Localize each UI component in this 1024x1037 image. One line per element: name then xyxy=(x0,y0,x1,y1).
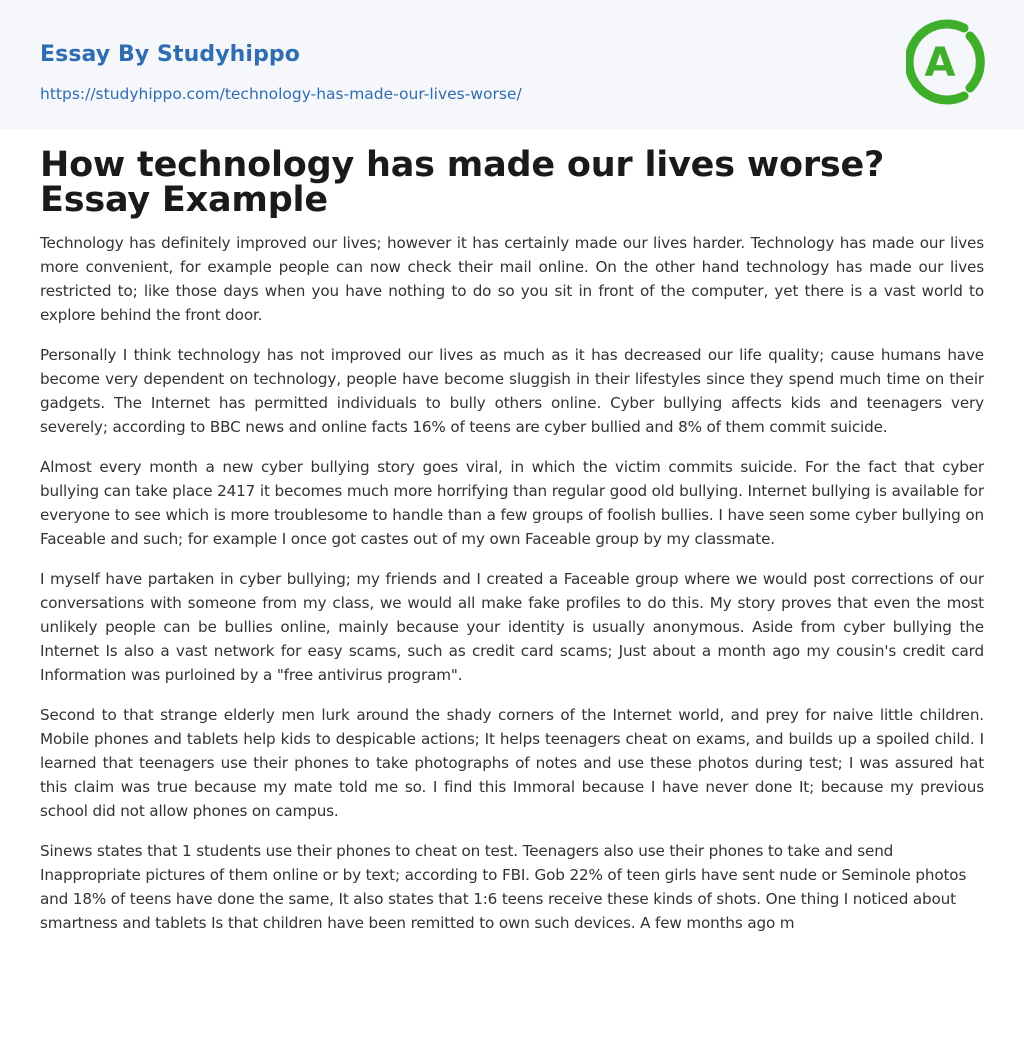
essay-paragraph-4: I myself have partaken in cyber bullying; my friends and I created a Faceable group where we would post corrections of our conversations with someone from my class, we would all make fake profiles to do this. My story proves that even the most unlikely people can be bullies online, mainly because your identity is usually anonymous. Aside from cyber bullying the Internet Is also a vast network for easy scams, such as credit card scams; Just about a month ago my cousin's credit card Information was purloined by a "free antivirus program". xyxy=(40,570,984,684)
essay-paragraph-2: Personally I think technology has not improved our lives as much as it has decreased our life quality; cause humans have become very dependent on technology, people have become sluggish in their lifestyles since they spend much time on their gadgets. The Internet has permitted individuals to bully others online. Cyber bullying affects kids and teenagers very severely; according to BBC news and online facts 16% of teens are cyber bullied and 8% of them commit suicide. xyxy=(40,346,984,436)
essay-paragraph-6: Sinews states that 1 students use their phones to cheat on test. Teenagers also use their phones to take and send Inappropriate pictures of them online or by text; according to FBI. Gob 22% of teen girls have sent nude or Seminole photos and 18% of teens have done the same, It also states that 1:6 teens receive these kinds of shots. One thing I noticed about smartness and tablets Is that children have been remitted to own such devices. A few months ago m xyxy=(40,842,967,932)
studyhippo-logo-icon[interactable] xyxy=(906,18,988,106)
essay-paragraph-5: Second to that strange elderly men lurk around the shady corners of the Internet world, and prey for naive little children. Mobile phones and tablets help kids to despicable actions; It helps teenagers cheat on exams, and builds up a spoiled child. I learned that teenagers use their phones to take photographs of notes and use these photos during test; I was assured hat this claim was true because my mate told me so. I find this Immoral because I have never done It; because my previous school did not allow phones on campus. xyxy=(40,706,984,820)
source-url-link[interactable]: https://studyhippo.com/technology-has-made-our-lives-worse/ xyxy=(40,85,522,103)
essay-content xyxy=(40,145,984,935)
essay-paragraph-3: Almost every month a new cyber bullying story goes viral, in which the victim commits suicide. For the fact that cyber bullying can take place 2417 it becomes much more horrifying than regular good old bullying. Internet bullying is available for everyone to see which is more troublesome to handle than a few groups of foolish bullies. I have seen some cyber bullying on Faceable and such; for example I once got castes out of my own Faceable group by my classmate. xyxy=(40,458,984,548)
logo-letter: A xyxy=(924,40,956,86)
site-title[interactable]: Essay By Studyhippo xyxy=(40,42,300,67)
page-header xyxy=(0,0,1024,129)
essay-title: How technology has made our lives worse? Essay Example xyxy=(40,145,885,220)
essay-paragraph-1: Technology has definitely improved our lives; however it has certainly made our lives harder. Technology has made our lives more convenient, for example people can now check their mail online. On the other hand technology has made our lives restricted to; like those days when you have nothing to do so you sit in front of the computer, yet there is a vast world to explore behind the front door. xyxy=(40,234,984,324)
